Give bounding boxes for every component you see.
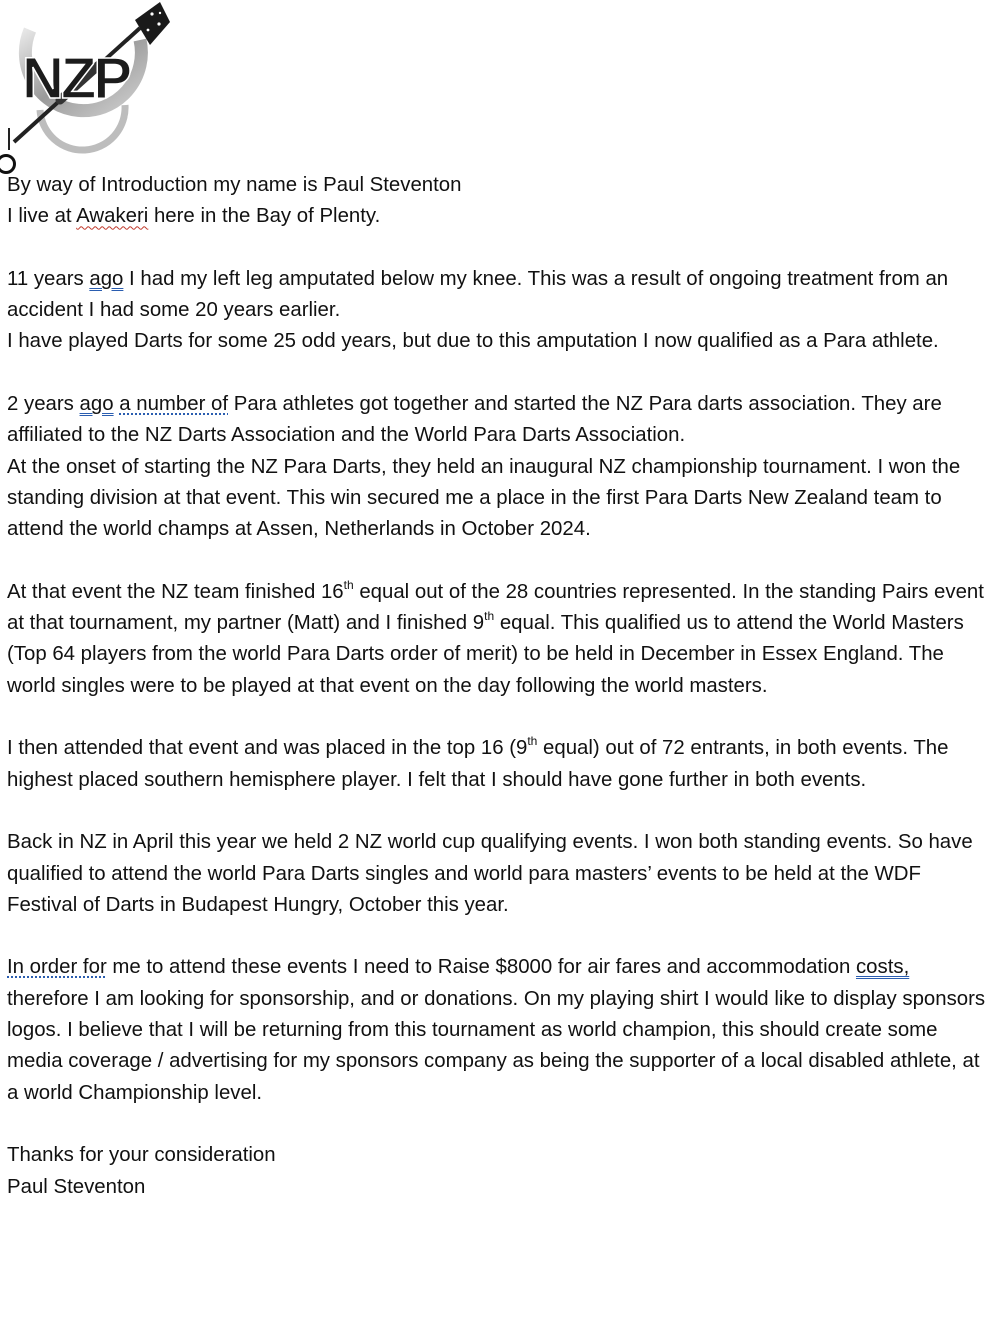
signature-name: Paul Steventon [7,1175,146,1198]
paragraph-masters-result: I then attended that event and was placed in the top 16 (9th equal) out of 72 entrants, in both events. The highest placed southern hemisphere player. I felt that I should have gone further in both events. [7,734,949,791]
grammar-flag[interactable]: costs, [855,956,910,979]
nzp-logo [0,0,175,160]
paragraph-sponsorship: In order for me to attend these events I need to Raise $8000 for air fares and accommodation costs, therefore I am looking for sponsorship, and or donations. On my playing shirt I would like to display sponsors logos. I believe that I will be returning from this tournament as world champion, this should create some media coverage / advertising for my sponsors company as being the supporter of a local disabled athlete, at a world Championship level. [7,956,986,1104]
text-cursor [8,128,10,150]
paragraph-world-champs: At that event the NZ team finished 16th equal out of the 28 countries represented. In the standing Pairs event at that tournament, my partner (Matt) and I finished 9th equal. This qualified us to attend the World Masters (Top 64 players from the world Para Darts order of merit) to be held in December in Essex England. The world singles were to be played at that event on the day following the world masters. [7,577,984,697]
paragraph-association: 2 years ago a number of Para athletes got together and started the NZ Para darts association. They are affiliated to the NZ Darts Association and the World Para Darts Association. [7,393,942,447]
paragraph-thanks: Thanks for your consideration [7,1144,276,1167]
logo-text: NZP [22,46,129,111]
style-flag[interactable]: a number of [119,393,229,416]
paragraph-amputation: 11 years ago I had my left leg amputated below my knee. This was a result of ongoing treatment from an accident I had some 20 years earlier. [7,267,949,322]
paragraph-darts-history: I have played Darts for some 25 odd years, but due to this amputation I now qualified as a Para athlete. [7,330,939,353]
paragraph-qualifying: Back in NZ in April this year we held 2 NZ world cup qualifying events. I won both standing events. So have qualified to attend the world Para Darts singles and world para masters’ events to be held at the WDF Festival of Darts in Budapest Hungry, October this year. [7,831,973,916]
spelling-flag[interactable]: Awakeri [76,205,149,228]
style-flag[interactable]: In order for [7,956,107,979]
paragraph-intro: By way of Introduction my name is Paul Steventon [7,174,462,196]
paragraph-championship: At the onset of starting the NZ Para Darts, they held an inaugural NZ championship tournament. I won the standing division at that event. This win secured me a place in the first Para Darts New Zealand team to attend the world champs at Assen, Netherlands in October 2024. [7,455,961,541]
document-body [7,170,987,1203]
paragraph-location: I live at Awakeri here in the Bay of Plenty. [7,205,381,228]
grammar-flag[interactable]: ago [79,393,114,416]
grammar-flag[interactable]: ago [89,267,124,290]
